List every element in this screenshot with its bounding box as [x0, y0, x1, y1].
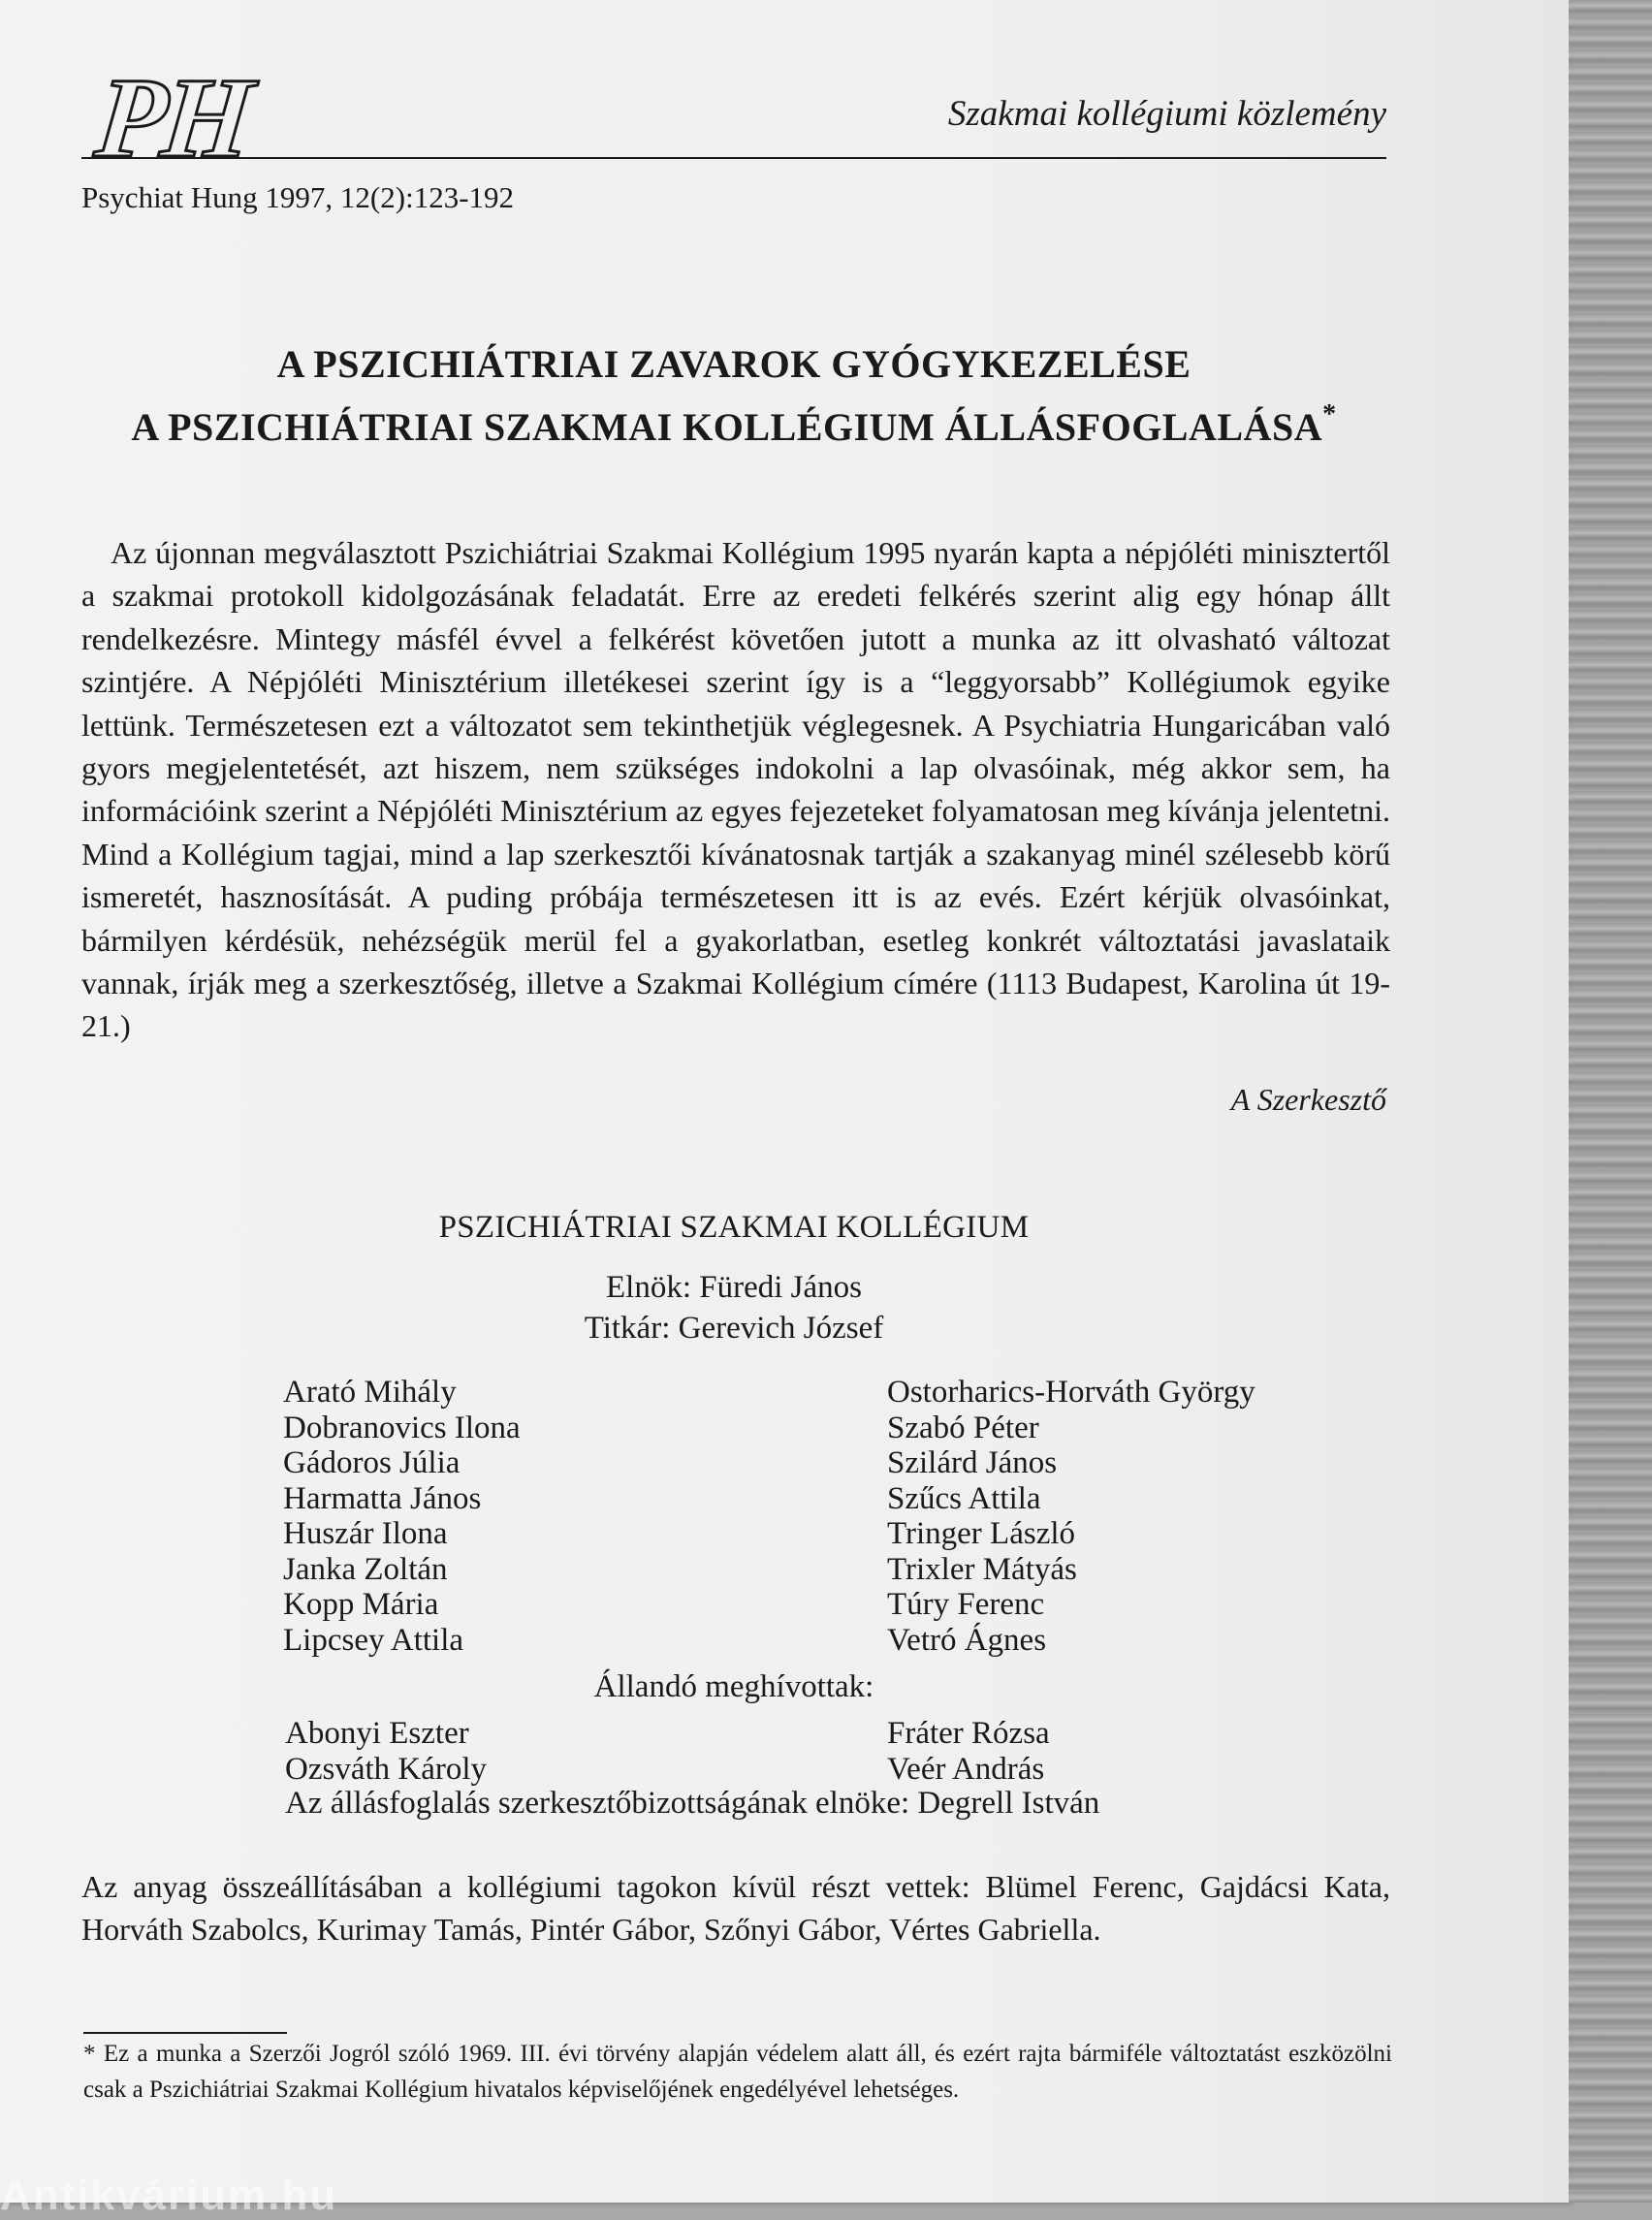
- list-item: Harmatta János: [283, 1480, 482, 1516]
- members-right-list: [887, 1375, 1255, 1658]
- footnote-mark: *: [1322, 399, 1337, 429]
- list-item: Trixler Mátyás: [887, 1551, 1077, 1587]
- list-item: Kopp Mária: [283, 1587, 439, 1622]
- list-item: Vetró Ágnes: [887, 1622, 1047, 1658]
- title-line-1: A PSZICHIÁTRIAI ZAVAROK GYÓGYKEZELÉSE: [276, 342, 1191, 386]
- list-item: Arató Mihály: [283, 1375, 457, 1410]
- list-item: Huszár Ilona: [283, 1516, 448, 1551]
- watermark: Antikvárium.hu: [0, 2172, 338, 2219]
- list-item: Lipcsey Attila: [283, 1622, 464, 1658]
- copyright-footnote: * Ez a munka a Szerzői Jogról szóló 1969. III. évi törvény alapján védelem alatt áll, és ezért rajta bármiféle változtatást eszközölni csak a Pszichiátriai Szakmai Kollégium hivatalos képviselőjének engedélyével lehetséges.: [83, 2041, 1392, 2103]
- invited-heading: Állandó meghívottak:: [593, 1669, 874, 1704]
- invited-left-list: [285, 1716, 487, 1787]
- list-item: Ozsváth Károly: [285, 1751, 488, 1787]
- college-chair: Elnök: Füredi János: [606, 1270, 862, 1305]
- title-line-2: [81, 390, 1386, 453]
- list-item: Ostorharics-Horváth György: [887, 1375, 1255, 1410]
- list-item: Szűcs Attila: [887, 1480, 1041, 1516]
- citation: Psychiat Hung 1997, 12(2):123-192: [81, 180, 515, 214]
- members-left-list: [283, 1375, 521, 1658]
- list-item: Veér András: [887, 1751, 1045, 1787]
- journal-logo: PH: [90, 54, 255, 181]
- editor-signature: A Szerkesztő: [1230, 1082, 1386, 1117]
- editorial-board-chair: Az állásfoglalás szerkesztőbizottságának elnöke: Degrell István: [285, 1786, 1100, 1821]
- book-binding-edge: [1569, 0, 1652, 2203]
- title-line-2-text: A PSZICHIÁTRIAI SZAKMAI KOLLÉGIUM ÁLLÁSFOGLALÁSA: [131, 405, 1323, 449]
- invited-right-list: [887, 1716, 1050, 1787]
- list-item: Tringer László: [887, 1516, 1076, 1551]
- header-divider: [81, 157, 1386, 159]
- list-item: Gádoros Júlia: [283, 1445, 461, 1480]
- list-item: Túry Ferenc: [887, 1587, 1045, 1622]
- college-secretary: Titkár: Gerevich József: [584, 1311, 884, 1346]
- list-item: Szilárd János: [887, 1445, 1058, 1480]
- list-item: Dobranovics Ilona: [283, 1410, 521, 1445]
- footnote-divider: [83, 2032, 287, 2034]
- page-title: [81, 339, 1386, 453]
- journal-section-label: Szakmai kollégiumi közlemény: [947, 94, 1386, 134]
- college-heading: PSZICHIÁTRIAI SZAKMAI KOLLÉGIUM: [438, 1210, 1030, 1245]
- list-item: Abonyi Eszter: [285, 1716, 469, 1751]
- list-item: Fráter Rózsa: [887, 1716, 1050, 1751]
- contributors-paragraph: Az anyag összeállításában a kollégiumi tagokon kívül részt vettek: Blümel Ferenc, Gajdácsi Kata, Horváth Szabolcs, Kurimay Tamás, Pintér Gábor, Szőnyi Gábor, Vértes Gabriella.: [81, 1869, 1390, 1947]
- list-item: Szabó Péter: [887, 1410, 1039, 1445]
- list-item: Janka Zoltán: [283, 1551, 448, 1587]
- intro-paragraph: Az újonnan megválasztott Pszichiátriai Szakmai Kollégium 1995 nyarán kapta a népjóléti minisztertől a szakmai protokoll kidolgozásának feladatát. Erre az eredeti felkérés szerint alig egy hónap állt rendelkezésre. Mintegy másfél évvel a felkérést követően jutott a munka az itt olvasható változat szintjére. A Népjóléti Minisztérium illetékesei szerint így is a “leggyorsabb” Kollégiumok egyike lettünk. Természetesen ezt a változatot sem tekinthetjük véglegesnek. A Psychiatria Hungaricában való gyors megjelentetését, azt hiszem, nem szükséges indokolni a lap olvasóinak, még akkor sem, ha információink szerint a Népjóléti Minisztérium az egyes fejezeteket folyamatosan meg kívánja jelentetni. Mind a Kollégium tagjai, mind a lap szerkesztői kívánatosnak tartják a szakanyag minél szélesebb körű ismeretét, hasznosítását. A puding próbája természetesen itt is az evés. Ezért kérjük olvasóinkat, bármilyen kérdésük, nehézségük merül fel a gyakorlatban, esetleg konkrét változtatási javaslataik vannak, írják meg a szerkesztőség, illetve a Szakmai Kollégium címére (1113 Budapest, Karolina út 19-21.): [81, 535, 1390, 1044]
